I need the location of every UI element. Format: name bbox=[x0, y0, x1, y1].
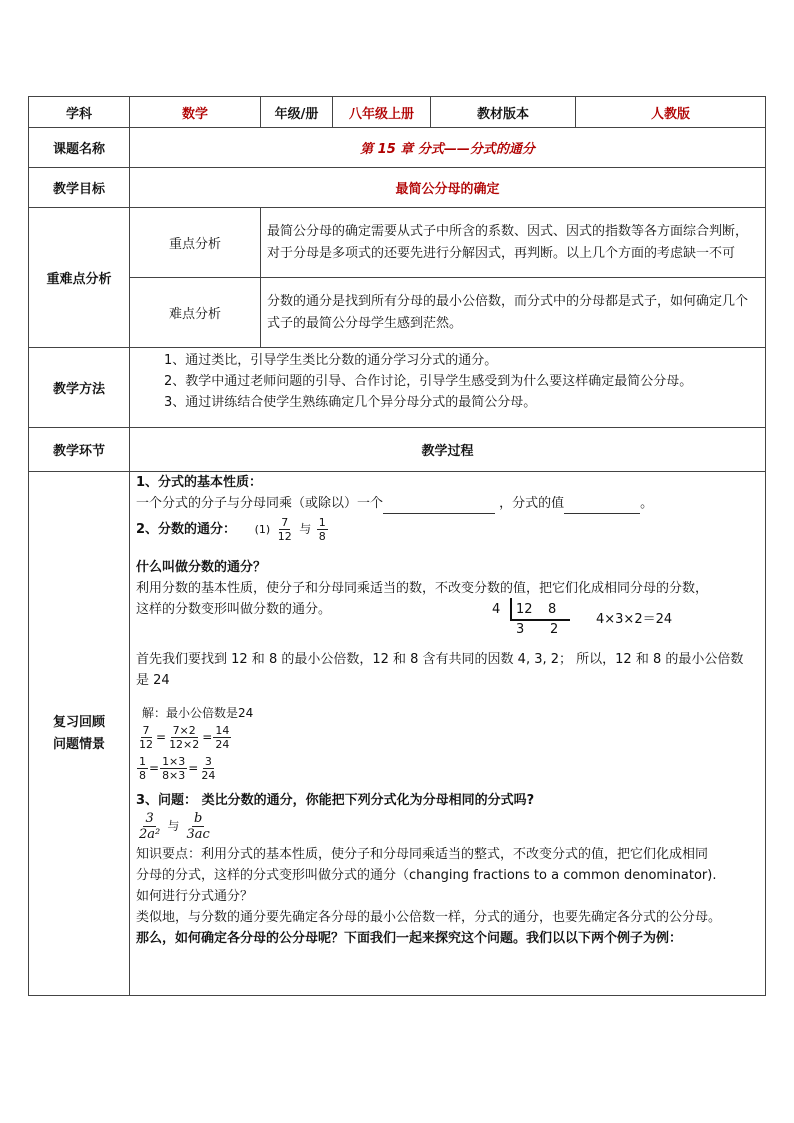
question-text-2-line bbox=[136, 599, 759, 637]
process-title: 教学过程 bbox=[130, 428, 766, 472]
section-2-title-line bbox=[136, 516, 759, 543]
key-point-label: 重点分析 bbox=[130, 208, 261, 278]
division-bar-vertical bbox=[510, 598, 512, 620]
difficulty-row bbox=[29, 278, 766, 348]
subject-label: 学科 bbox=[29, 97, 130, 128]
subject-value: 数学 bbox=[130, 97, 261, 128]
method-row bbox=[29, 348, 766, 428]
fraction-1-8: $\frac{1}{8}$ bbox=[318, 516, 326, 543]
fraction-3-over-2a2: $\frac{3}{\text{2a²}}$ bbox=[139, 811, 161, 842]
lcm-text-1: 首先我们要找到 12 和 8 的最小公倍数，12 和 8 含有共同的因数 4, 3, 2； 所以，12 和 8 的最小公倍数 bbox=[136, 652, 744, 667]
short-division bbox=[492, 599, 732, 639]
focus-label: 重难点分析 bbox=[29, 208, 130, 348]
topic-row bbox=[29, 128, 766, 168]
edition-label: 教材版本 bbox=[431, 97, 576, 128]
method-label: 教学方法 bbox=[29, 348, 130, 428]
lesson-table bbox=[28, 96, 766, 996]
division-number-a: 12 bbox=[516, 602, 533, 617]
equals-sign: = bbox=[188, 761, 199, 775]
lesson-plan bbox=[28, 96, 765, 996]
equals-sign: = bbox=[156, 730, 167, 744]
section-1-title: 1、分式的基本性质： bbox=[136, 475, 263, 490]
topic-value: 第 15 章 分式——分式的通分 bbox=[130, 128, 766, 168]
header-row bbox=[29, 97, 766, 128]
equals-sign: = bbox=[202, 730, 213, 744]
fraction-7-12: $\frac{7}{12}$ bbox=[277, 516, 292, 543]
lcm-text-2: 是 24 bbox=[136, 673, 170, 688]
eq1-fraction-b: $\frac{7\times 2}{12\times 2}$ bbox=[169, 724, 200, 751]
fill-blank-2[interactable] bbox=[564, 499, 640, 514]
equals-sign: = bbox=[149, 761, 160, 775]
equation-2 bbox=[136, 755, 759, 782]
division-quotient-2: 2 bbox=[550, 622, 559, 637]
eq2-fraction-a: $\frac{1}{8}$ bbox=[139, 755, 146, 782]
grade-label: 年级/册 bbox=[261, 97, 333, 128]
knowledge-point-2: 分母的分式，这样的分式变形叫做分式的通分（changing fractions to a common denominator). bbox=[136, 868, 717, 883]
difficulty-text: 分数的通分是找到所有分母的最小公倍数，而分式中的分母都是式子，如何确定几个式子的最简公分母学生感到茫然。 bbox=[261, 278, 766, 348]
review-label-line: 问题情景 bbox=[52, 736, 105, 752]
key-point-row bbox=[29, 208, 766, 278]
fill-blank-1[interactable] bbox=[383, 499, 495, 514]
method-item: 1、通过类比，引导学生类比分数的通分学习分式的通分。 bbox=[164, 353, 498, 368]
eq2-fraction-c: $\frac{3}{24}$ bbox=[201, 755, 216, 782]
goal-value: 最简公分母的确定 bbox=[130, 168, 766, 208]
method-item: 3、通过讲练结合使学生熟练确定几个异分母分式的最简公分母。 bbox=[164, 395, 537, 410]
eq2-fraction-b: $\frac{1\times 3}{8\times 3}$ bbox=[162, 755, 186, 782]
method-item: 2、教学中通过老师问题的引导、合作讨论，引导学生感受到为什么要这样确定最简公分母。 bbox=[164, 374, 693, 389]
section-1-text-b: ，分式的值 bbox=[499, 496, 565, 511]
division-quotient-1: 3 bbox=[516, 622, 525, 637]
goal-label: 教学目标 bbox=[29, 168, 130, 208]
knowledge-point-1: 知识要点：利用分式的基本性质，使分子和分母同乘适当的整式，不改变分式的值，把它们化成相同 bbox=[136, 847, 709, 862]
solution-title: 解：最小公倍数是24 bbox=[142, 706, 254, 720]
grade-value: 八年级上册 bbox=[333, 97, 431, 128]
division-divisor: 4 bbox=[492, 602, 501, 617]
section-1-text-a: 一个分式的分子与分母同乘（或除以）一个 bbox=[136, 496, 384, 511]
process-stage-label: 教学环节 bbox=[29, 428, 130, 472]
review-label bbox=[29, 472, 130, 996]
section-3-title: 3、问题： 类比分数的通分，你能把下列分式化为分母相同的分式吗? bbox=[136, 793, 535, 808]
product-equation: 4×3×2＝24 bbox=[596, 612, 673, 627]
and-word: 与 bbox=[299, 522, 312, 536]
review-content bbox=[130, 472, 766, 996]
question-text-2: 这样的分数变形叫做分数的通分。 bbox=[136, 602, 332, 617]
section-2-title: 2、分数的通分： bbox=[136, 522, 237, 537]
goal-row bbox=[29, 168, 766, 208]
equation-1 bbox=[136, 724, 759, 751]
and-word: 与 bbox=[167, 819, 180, 833]
key-point-text: 最简公分母的确定需要从式子中所含的系数、因式、因式的指数等各方面综合判断，对于分母是多项式的还要先进行分解因式，再判断。以上几个方面的考虑缺一不可 bbox=[261, 208, 766, 278]
section-1-text bbox=[136, 493, 759, 514]
eq1-fraction-c: $\frac{14}{24}$ bbox=[215, 724, 230, 751]
question-text-1: 利用分数的基本性质，使分子和分母同乘适当的数，不改变分数的值，把它们化成相同分母的分数， bbox=[136, 581, 709, 596]
difficulty-label: 难点分析 bbox=[130, 278, 261, 348]
how-text: 类似地，与分数的通分要先确定各分母的最小公倍数一样，分式的通分，也要先确定各分式的公分母。 bbox=[136, 910, 722, 925]
question-title: 什么叫做分数的通分？ bbox=[136, 560, 267, 575]
review-row bbox=[29, 472, 766, 996]
process-header-row bbox=[29, 428, 766, 472]
review-label-line: 复习回顾 bbox=[52, 714, 105, 730]
then-text: 那么，如何确定各分母的公分母呢？下面我们一起来探究这个问题。我们以以下两个例子为例： bbox=[136, 931, 683, 946]
method-list bbox=[130, 348, 766, 428]
topic-label: 课题名称 bbox=[29, 128, 130, 168]
section-2-item-number: (1) bbox=[254, 523, 271, 536]
how-title: 如何进行分式通分？ bbox=[136, 889, 254, 904]
section-3-fractions bbox=[136, 811, 759, 842]
edition-value: 人教版 bbox=[576, 97, 766, 128]
section-1-text-c: 。 bbox=[640, 496, 654, 511]
division-number-b: 8 bbox=[548, 602, 557, 617]
eq1-fraction-a: $\frac{7}{12}$ bbox=[139, 724, 153, 751]
fraction-b-over-3ac: $\frac{b}{3ac}$ bbox=[186, 811, 210, 842]
